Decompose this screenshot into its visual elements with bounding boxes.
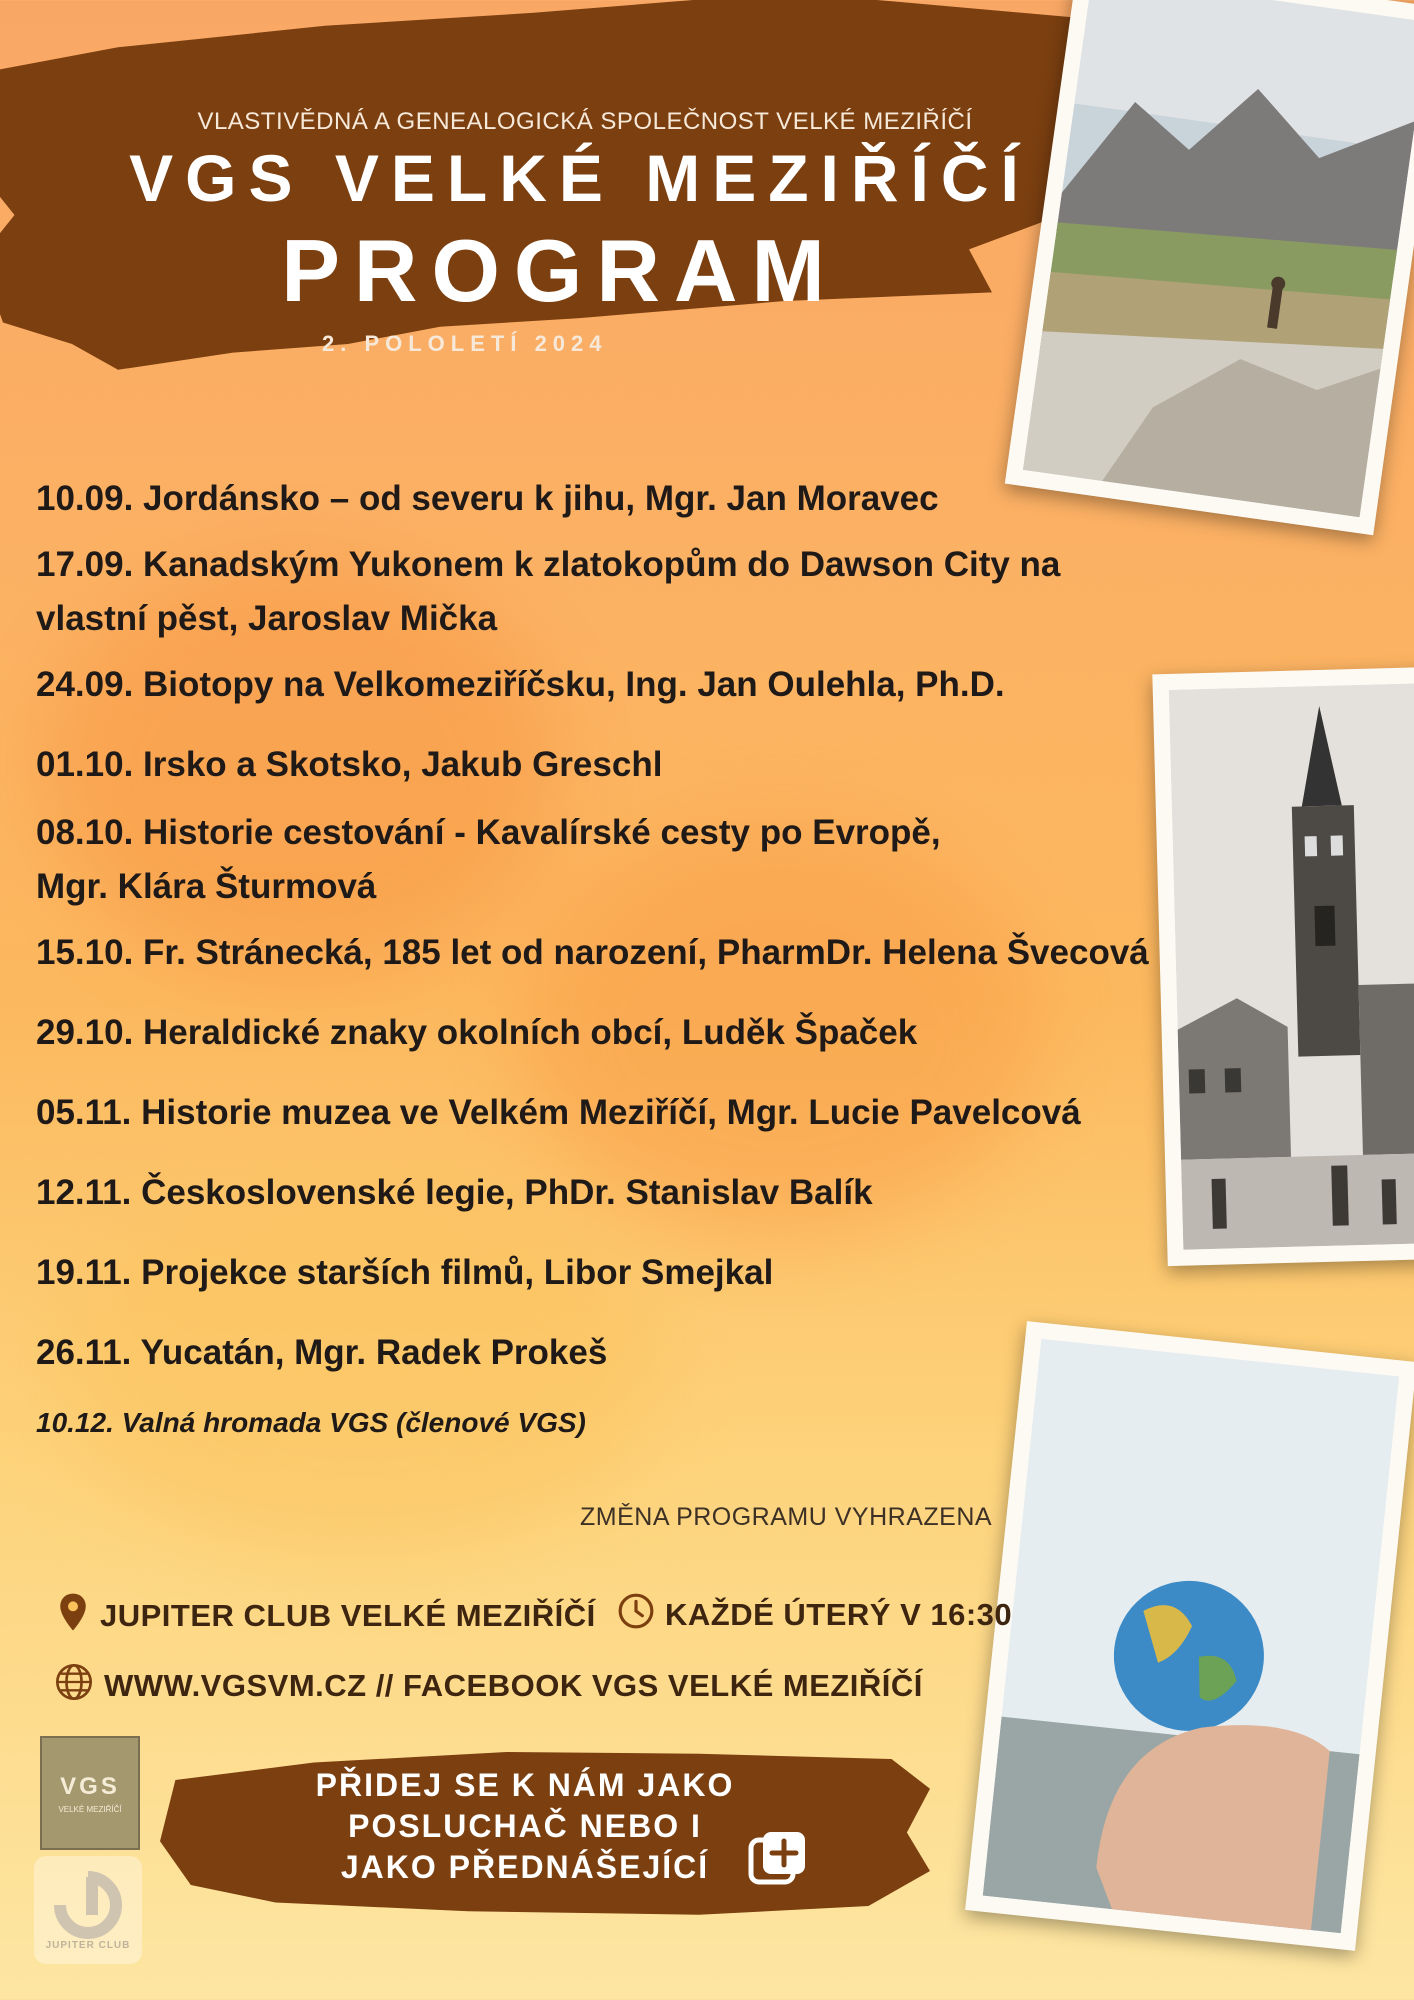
event-text: 15.10. Fr. Stránecká, 185 let od narození, PharmDr. Helena Švecová: [36, 933, 1149, 972]
event-item: [36, 926, 1256, 980]
event-item: [36, 738, 1256, 792]
cta-line: JAKO PŘEDNÁŠEJÍCÍ: [340, 1849, 710, 1885]
event-item: [36, 806, 1256, 914]
event-item: [36, 1006, 1256, 1060]
event-text: 08.10. Historie cestování - Kavalírské cesty po Evropě,: [36, 813, 941, 852]
web-info: [54, 1662, 923, 1710]
program-heading: PROGRAM: [281, 221, 839, 320]
vgs-logo-text: VGS: [60, 1772, 120, 1800]
period-label: 2. POLOLETÍ 2024: [322, 331, 608, 356]
event-item: [36, 1326, 1256, 1380]
event-text: 17.09. Kanadským Yukonem k zlatokopům do Dawson City na: [36, 545, 1061, 584]
cta-line: POSLUCHAČ NEBO I: [348, 1808, 702, 1844]
event-text: 29.10. Heraldické znaky okolních obcí, Luděk Špaček: [36, 1013, 918, 1052]
vgs-logo-subtext: VELKÉ MEZIŘÍČÍ: [58, 1804, 122, 1814]
event-item: [36, 658, 1256, 712]
page-title: VGS VELKÉ MEZIŘÍČÍ: [129, 141, 1031, 215]
event-item: [36, 1086, 1256, 1140]
program-change-notice: ZMĚNA PROGRAMU VYHRAZENA: [580, 1503, 993, 1531]
event-item: [36, 1166, 1256, 1220]
jupiter-club-mark-icon: [50, 1870, 126, 1940]
event-text: 10.12. Valná hromada VGS (členové VGS): [36, 1407, 586, 1438]
event-item: [36, 1246, 1256, 1300]
plus-square-icon[interactable]: [745, 1826, 811, 1897]
location-info: [56, 1592, 596, 1640]
clock-icon: [617, 1592, 655, 1638]
event-text-continued: vlastní pěst, Jaroslav Mička: [36, 599, 498, 638]
join-us-call-to-action[interactable]: [260, 1765, 790, 1888]
event-text: 01.10. Irsko a Skotsko, Jakub Greschl: [36, 745, 663, 784]
event-text: 19.11. Projekce starších filmů, Libor Smejkal: [36, 1253, 774, 1292]
event-text: 12.11. Československé legie, PhDr. Stanislav Balík: [36, 1173, 873, 1212]
event-text-continued: Mgr. Klára Šturmová: [36, 867, 377, 906]
time-info: [617, 1592, 1012, 1638]
event-text: 26.11. Yucatán, Mgr. Radek Prokeš: [36, 1333, 608, 1372]
event-text: 10.09. Jordánsko – od severu k jihu, Mgr. Jan Moravec: [36, 479, 939, 518]
time-text: KAŽDÉ ÚTERÝ V 16:30: [665, 1597, 1013, 1632]
location-text: JUPITER CLUB VELKÉ MEZIŘÍČÍ: [100, 1598, 596, 1633]
jupiter-club-logo-text: JUPITER CLUB: [45, 1939, 131, 1951]
event-text: 05.11. Historie muzea ve Velkém Meziříčí, Mgr. Lucie Pavelcová: [36, 1093, 1081, 1132]
map-pin-icon: [56, 1592, 90, 1640]
globe-icon: [54, 1662, 94, 1710]
event-text: 24.09. Biotopy na Velkomeziříčsku, Ing. Jan Oulehla, Ph.D.: [36, 665, 1005, 704]
society-subtitle: VLASTIVĚDNÁ A GENEALOGICKÁ SPOLEČNOST VELKÉ MEZIŘÍČÍ: [197, 108, 973, 135]
event-item-general-meeting: [36, 1396, 1256, 1450]
website-link[interactable]: WWW.VGSVM.CZ // FACEBOOK VGS VELKÉ MEZIŘÍČÍ: [104, 1668, 923, 1703]
vgs-logo: [40, 1736, 140, 1850]
jupiter-club-logo: [34, 1856, 142, 1964]
cta-line: PŘIDEJ SE K NÁM JAKO: [315, 1767, 735, 1803]
mountain-photo: [1005, 0, 1414, 535]
event-item: [36, 472, 1256, 526]
event-item: [36, 538, 1256, 646]
